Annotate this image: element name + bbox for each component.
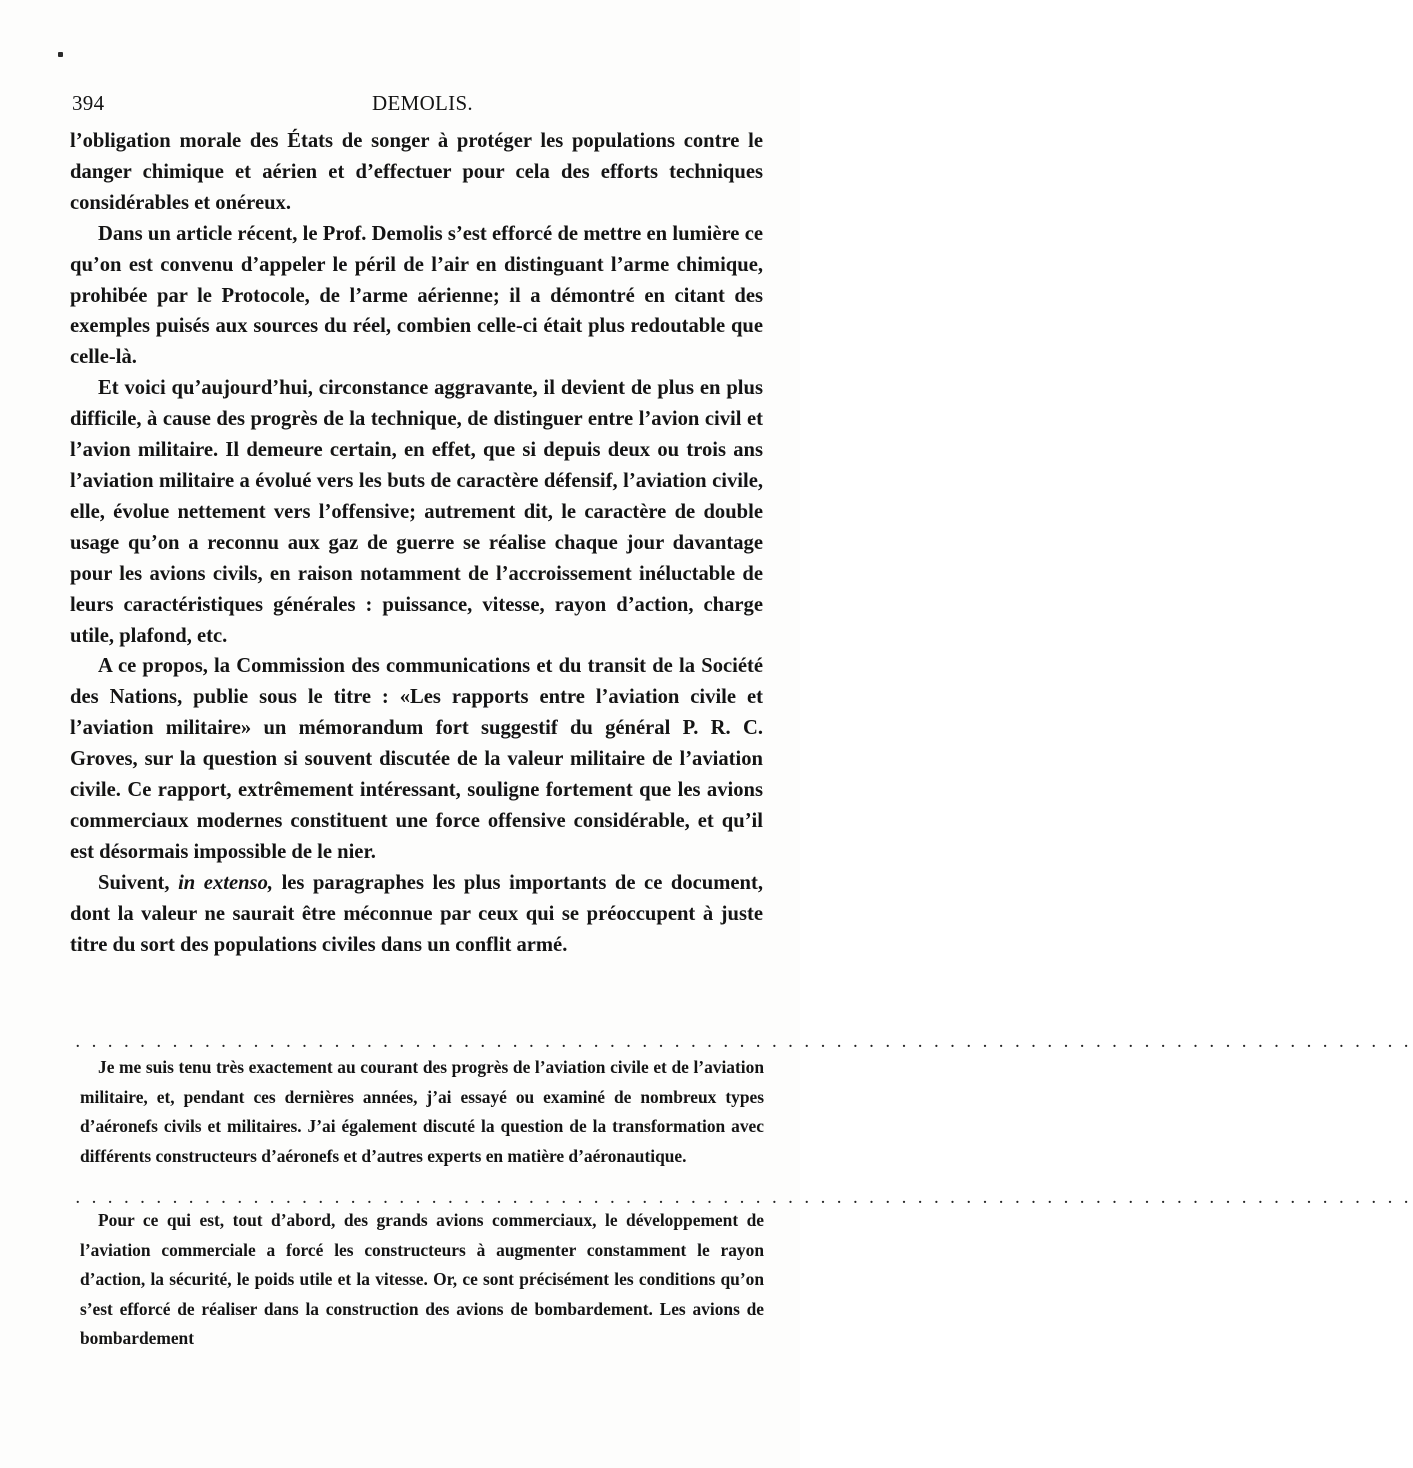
paragraph-5: [70, 868, 763, 961]
main-text: [70, 126, 763, 960]
quoted-excerpt-1: [80, 1053, 764, 1171]
running-head: DEMOLIS.: [372, 91, 473, 115]
dotted-separator-1: . . . . . . . . . . . . . . . . . . . . . . . . . . . . . . . . . . . . . . . . . . . . . . . . . . . . . . . . . . . . . . . . . . . . . . . . . . . . . . . . . . .: [76, 1036, 1413, 1051]
quote-paragraph-2: Pour ce qui est, tout d’abord, des grands avions commerciaux, le développement de l’aviation commerciale a forcé les constructeurs à augmenter constamment le rayon d’action, la sécurité, le poids utile et la vitesse. Or, ce sont précisément les conditions qu’on s’est efforcé de réaliser dans la construction des avions de bombardement. Les avions de bombardement: [80, 1210, 764, 1349]
scan-speck: [58, 52, 63, 57]
paragraph-5-rest: les paragraphes les plus importants de ce document, dont la valeur ne saurait être méconnue par ceux qui se préoccupent à juste titre du sort des populations civiles dans un conflit armé.: [70, 871, 763, 956]
paragraph-5-lead: Suivent,: [98, 871, 170, 894]
paragraph-1: l’obligation morale des États de songer à protéger les populations contre le danger chimique et aérien et d’effectuer pour cela des efforts techniques considérables et onéreux.: [70, 130, 763, 214]
page-number: 394: [72, 91, 105, 115]
quoted-excerpt-2: [80, 1206, 764, 1354]
paragraph-4: A ce propos, la Commission des communications et du transit de la Société des Nations, publie sous le titre : «Les rapports entre l’aviation civile et l’aviation militaire» un mémorandum fort suggestif du général P. R. C. Groves, sur la question si souvent discutée de la valeur militaire de l’aviation civile. Ce rapport, extrêmement intéressant, souligne fortement que les avions commerciaux modernes constituent une force offensive considérable, et qu’il est désormais impossible de le nier.: [70, 655, 763, 863]
paragraph-3: Et voici qu’aujourd’hui, circonstance aggravante, il devient de plus en plus difficile, à cause des progrès de la technique, de distinguer entre l’avion civil et l’avion militaire. Il demeure certain, en effet, que si depuis deux ou trois ans l’aviation militaire a évolué vers les buts de caractère défensif, l’aviation civile, elle, évolue nettement vers l’offensive; autrement dit, le caractère de double usage qu’on a reconnu aux gaz de guerre se réalise chaque jour davantage pour les avions civils, en raison notamment de l’accroissement inéluctable de leurs caractéristiques générales : puissance, vitesse, rayon d’action, charge utile, plafond, etc.: [70, 377, 763, 647]
paragraph-5-italic: in extenso,: [178, 871, 274, 894]
paragraph-2: Dans un article récent, le Prof. Demolis s’est efforcé de mettre en lumière ce qu’on est convenu d’appeler le péril de l’air en distinguant l’arme chimique, prohibée par le Protocole, de l’arme aérienne; il a démontré en citant des exemples puisés aux sources du réel, combien celle-ci était plus redoutable que celle-là.: [70, 222, 763, 369]
quote-paragraph-1: Je me suis tenu très exactement au courant des progrès de l’aviation civile et de l’aviation militaire, et, pendant ces dernières années, j’ai essayé ou examiné de nombreux types d’aéronefs civils et militaires. J’ai également discuté la question de la transformation avec différents constructeurs d’aéronefs et d’autres experts en matière d’aéronautique.: [80, 1057, 764, 1166]
dotted-separator-2: . . . . . . . . . . . . . . . . . . . . . . . . . . . . . . . . . . . . . . . . . . . . . . . . . . . . . . . . . . . . . . . . . . . . . . . . . . . . . . . . . . .: [76, 1192, 1413, 1207]
page-header: [72, 91, 762, 117]
